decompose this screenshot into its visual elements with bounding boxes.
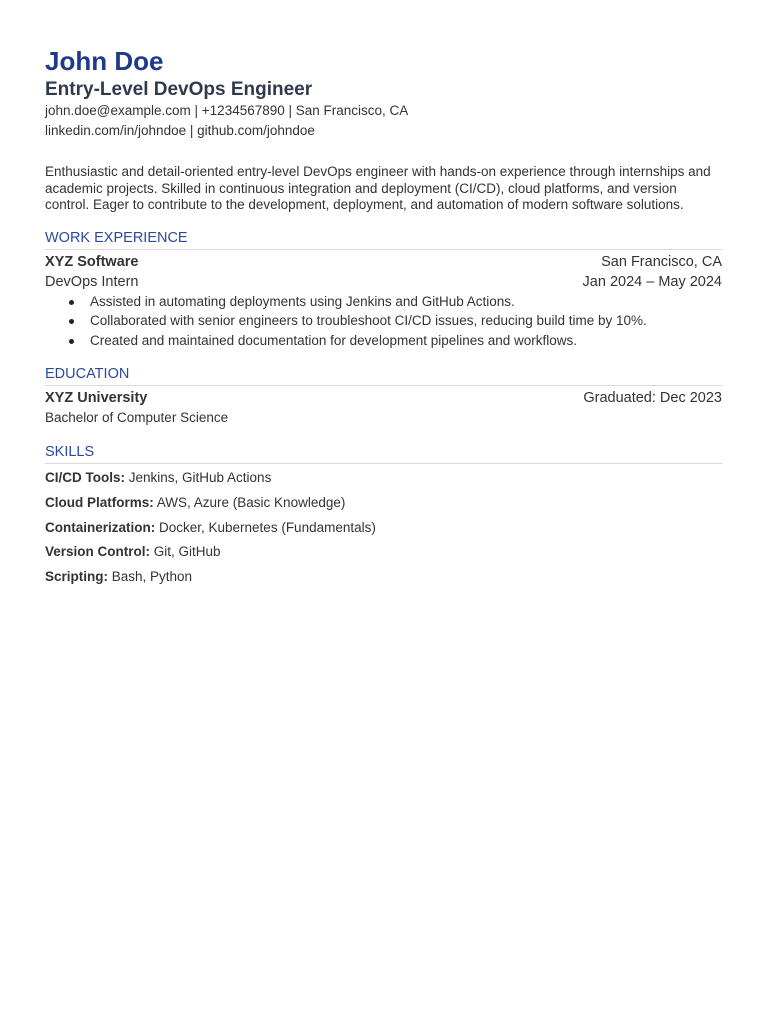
skill-label: Scripting:: [45, 569, 108, 585]
skill-label: Version Control:: [45, 544, 151, 560]
skill-label: Containerization:: [45, 519, 156, 535]
school-name: XYZ University: [45, 390, 148, 406]
graduation-date: Graduated: Dec 2023: [583, 390, 722, 406]
contact-line-email-phone-location: john.doe@example.com | +1234567890 | San Francisco, CA: [45, 103, 409, 118]
skill-value: Docker, Kubernetes (Fundamentals): [155, 519, 376, 535]
job-bullet: Assisted in automating deployments using Jenkins and GitHub Actions.: [90, 292, 722, 312]
job-entry: [45, 252, 722, 351]
skill-value: AWS, Azure (Basic Knowledge): [153, 494, 346, 510]
job-role-row: [45, 272, 722, 292]
job-title: Entry-Level DevOps Engineer: [45, 79, 313, 100]
skill-value: Git, GitHub: [150, 544, 221, 560]
skill-value: Jenkins, GitHub Actions: [125, 470, 272, 485]
job-role: DevOps Intern: [45, 273, 139, 290]
job-bullet-list: [45, 292, 722, 351]
education-header-row: [45, 388, 722, 408]
skill-line-cicd: [45, 466, 722, 491]
skill-line-scripting: [45, 565, 722, 590]
resume-header: [45, 46, 722, 141]
company-name: XYZ Software: [45, 253, 139, 270]
section-heading-education: EDUCATION: [45, 365, 722, 386]
contact-line-profiles: linkedin.com/in/johndoe | github.com/johndoe: [45, 123, 315, 138]
section-heading-work-experience: WORK EXPERIENCE: [45, 229, 722, 250]
job-location: San Francisco, CA: [601, 253, 722, 270]
job-bullet: Collaborated with senior engineers to troubleshoot CI/CD issues, reducing build time by 10%.: [90, 311, 722, 331]
summary-text: Enthusiastic and detail-oriented entry-level DevOps engineer with hands-on experience through internships and academic projects. Skilled in continuous integration and deployment (CI/CD), cloud platforms, and version control. Eager to contribute to the development, deployment, and automation of modern software solutions.: [45, 164, 711, 212]
job-bullet: Created and maintained documentation for development pipelines and workflows.: [90, 331, 722, 351]
skills-section: [45, 443, 722, 590]
section-heading-skills: SKILLS: [45, 443, 722, 464]
skill-line-version-control: [45, 540, 722, 565]
work-experience-section: [45, 229, 722, 351]
degree-name: Bachelor of Computer Science: [45, 410, 229, 425]
job-header-row: [45, 252, 722, 272]
skill-label: Cloud Platforms:: [45, 494, 154, 510]
summary-section: [45, 164, 722, 214]
candidate-name: John Doe: [45, 46, 164, 76]
skill-line-cloud: [45, 491, 722, 516]
skill-value: Bash, Python: [108, 569, 193, 585]
education-section: [45, 365, 722, 428]
skill-label: CI/CD Tools:: [45, 470, 125, 485]
job-dates: Jan 2024 – May 2024: [582, 273, 722, 290]
skill-line-containerization: [45, 516, 722, 541]
